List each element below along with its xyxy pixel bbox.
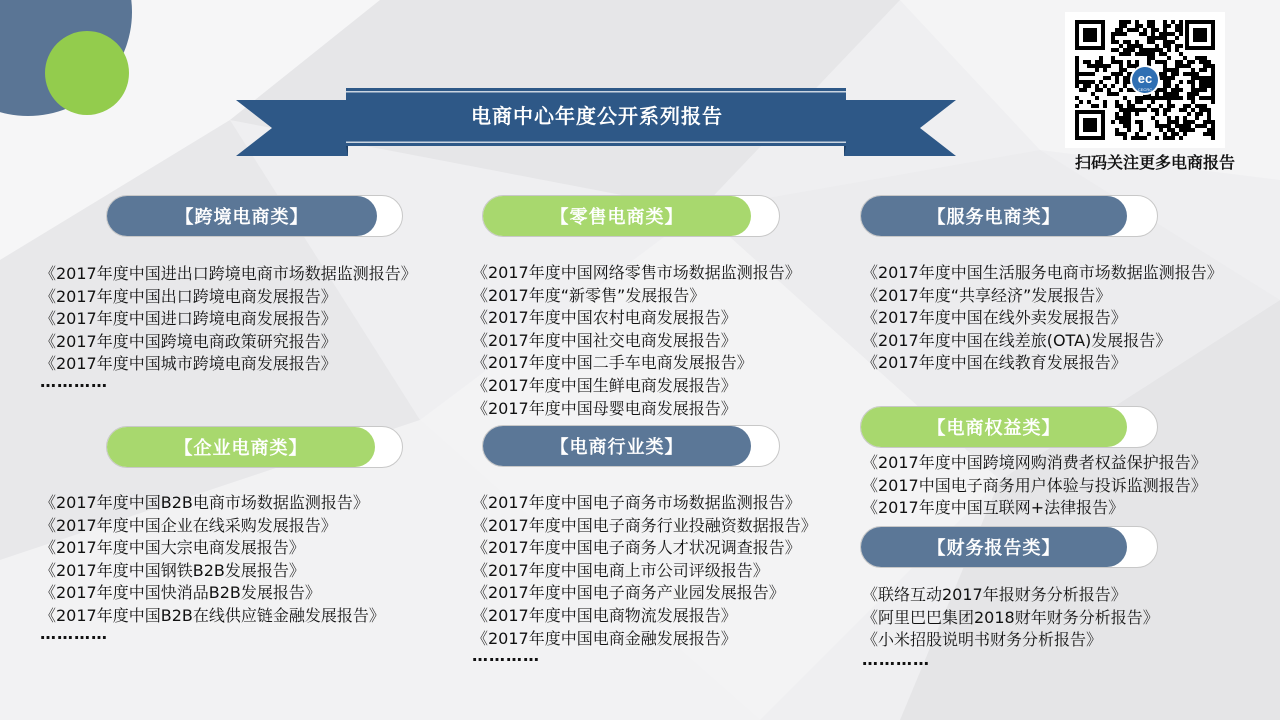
report-item: 《2017年度“新零售”发展报告》 bbox=[472, 285, 706, 305]
report-item: 《2017年度中国网络零售市场数据监测报告》 bbox=[472, 263, 801, 282]
more-ellipsis: ………… bbox=[862, 650, 930, 669]
qr-finder-tl bbox=[1075, 20, 1105, 50]
qr-caption: 扫码关注更多电商报告 bbox=[1074, 153, 1235, 172]
category-pill-service bbox=[860, 195, 1158, 237]
qr-finder-bl bbox=[1075, 110, 1105, 140]
report-item: 《2017年度中国在线外卖发展报告》 bbox=[862, 308, 1127, 328]
qr-code bbox=[1065, 12, 1225, 148]
page-title: 电商中心年度公开系列报告 bbox=[471, 104, 723, 128]
report-item: 《阿里巴巴集团2018财年财务分析报告》 bbox=[862, 607, 1159, 627]
report-item: 《2017年度中国进口跨境电商发展报告》 bbox=[40, 309, 337, 329]
category-pill-enterprise bbox=[106, 426, 403, 468]
report-item: 《2017年度中国出口跨境电商发展报告》 bbox=[40, 286, 337, 306]
report-item: 《联络互动2017年报财务分析报告》 bbox=[862, 585, 1127, 604]
report-item: 《2017年度中国跨境网购消费者权益保护报告》 bbox=[862, 453, 1207, 472]
report-list-enterprise bbox=[40, 492, 385, 628]
report-list-retail bbox=[472, 262, 801, 420]
report-item: 《2017年度中国电子商务市场数据监测报告》 bbox=[472, 493, 801, 512]
category-pill-cross-border bbox=[106, 195, 403, 237]
category-title: 【电商行业类】 bbox=[483, 426, 751, 466]
category-title: 【跨境电商类】 bbox=[107, 196, 377, 236]
report-item: 《2017年度中国快消品B2B发展报告》 bbox=[40, 583, 321, 603]
qr-logo-subtext: CECRC bbox=[1137, 87, 1153, 92]
report-item: 《2017年度中国二手车电商发展报告》 bbox=[472, 353, 753, 373]
report-item: 《2017年度中国城市跨境电商发展报告》 bbox=[40, 354, 337, 374]
qr-finder-tr bbox=[1185, 20, 1215, 50]
report-item: 《2017年度中国电商金融发展报告》 bbox=[472, 628, 737, 648]
report-item: 《2017年度中国在线差旅(OTA)发展报告》 bbox=[862, 330, 1172, 350]
report-item: 《2017年度中国农村电商发展报告》 bbox=[472, 308, 737, 328]
category-title: 【零售电商类】 bbox=[483, 196, 751, 236]
more-ellipsis: ………… bbox=[40, 372, 108, 391]
report-item: 《2017年度中国电子商务行业投融资数据报告》 bbox=[472, 515, 817, 535]
report-item: 《2017年度中国大宗电商发展报告》 bbox=[40, 538, 305, 558]
qr-logo-text: ec bbox=[1137, 71, 1153, 86]
category-pill-industry bbox=[482, 425, 780, 467]
report-item: 《小米招股说明书财务分析报告》 bbox=[862, 630, 1103, 650]
category-title: 【企业电商类】 bbox=[107, 427, 375, 467]
category-pill-retail bbox=[482, 195, 780, 237]
category-title: 【服务电商类】 bbox=[861, 196, 1127, 236]
report-item: 《2017年度中国钢铁B2B发展报告》 bbox=[40, 560, 305, 580]
report-item: 《2017年度中国互联网+法律报告》 bbox=[862, 498, 1125, 518]
report-item: 《2017年度中国B2B电商市场数据监测报告》 bbox=[40, 493, 369, 512]
category-pill-finance bbox=[860, 526, 1158, 568]
report-item: 《2017年度中国B2B在线供应链金融发展报告》 bbox=[40, 605, 385, 625]
report-item: 《2017年度中国在线教育发展报告》 bbox=[862, 353, 1127, 373]
more-ellipsis: ………… bbox=[472, 646, 540, 665]
category-title: 【电商权益类】 bbox=[861, 407, 1127, 447]
report-item: 《2017年度中国生活服务电商市场数据监测报告》 bbox=[862, 263, 1223, 282]
more-ellipsis: ………… bbox=[40, 624, 108, 643]
ribbon-right-tail bbox=[844, 100, 956, 156]
report-item: 《2017年度中国进出口跨境电商市场数据监测报告》 bbox=[40, 264, 417, 283]
report-item: 《2017年度中国电商上市公司评级报告》 bbox=[472, 560, 769, 580]
report-item: 《2017年度中国跨境电商政策研究报告》 bbox=[40, 331, 337, 351]
report-item: 《2017年度中国电子商务人才状况调查报告》 bbox=[472, 538, 801, 558]
ribbon-left-tail bbox=[236, 100, 348, 156]
report-list-finance bbox=[862, 584, 1159, 652]
report-list-rights bbox=[862, 452, 1207, 520]
report-item: 《2017年度中国母婴电商发展报告》 bbox=[472, 398, 737, 418]
report-item: 《2017年度中国电子商务产业园发展报告》 bbox=[472, 583, 785, 603]
report-item: 《2017年度中国电商物流发展报告》 bbox=[472, 605, 737, 625]
report-list-cross-border bbox=[40, 263, 417, 376]
report-item: 《2017中国电子商务用户体验与投诉监测报告》 bbox=[862, 475, 1207, 495]
report-item: 《2017年度中国社交电商发展报告》 bbox=[472, 330, 737, 350]
category-title: 【财务报告类】 bbox=[861, 527, 1127, 567]
report-item: 《2017年度中国企业在线采购发展报告》 bbox=[40, 515, 337, 535]
report-list-industry bbox=[472, 492, 817, 650]
report-item: 《2017年度“共享经济”发展报告》 bbox=[862, 285, 1112, 305]
category-pill-rights bbox=[860, 406, 1158, 448]
report-item: 《2017年度中国生鲜电商发展报告》 bbox=[472, 375, 737, 395]
report-list-service bbox=[862, 262, 1242, 375]
